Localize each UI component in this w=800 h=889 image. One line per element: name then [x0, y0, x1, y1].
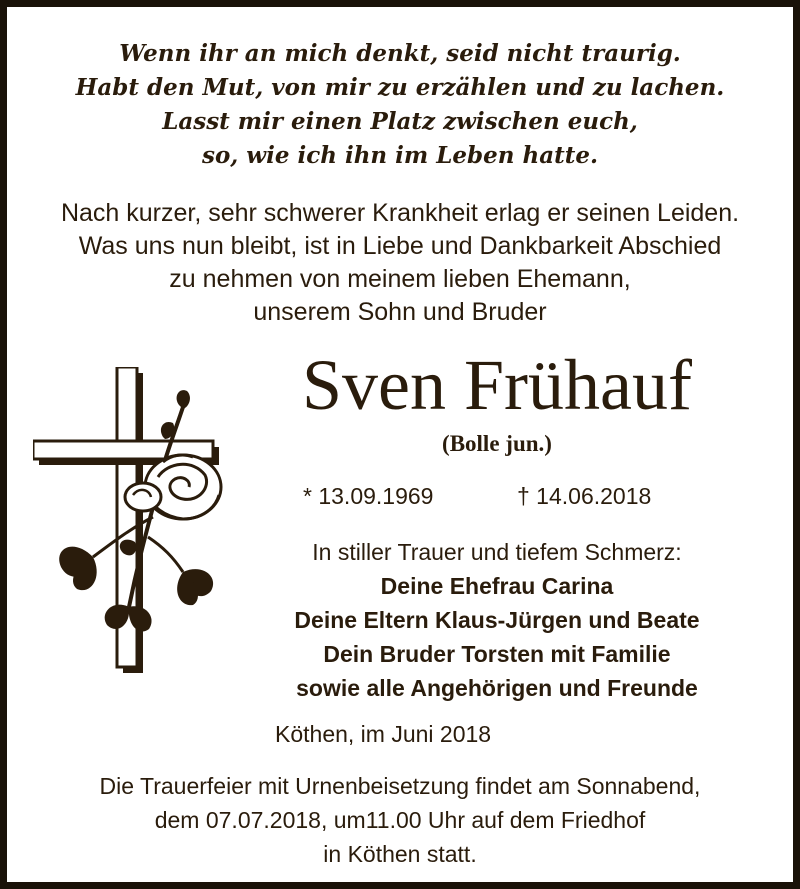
mourner-name: sowie alle Angehörigen und Freunde	[296, 675, 698, 701]
motto-verse	[7, 37, 793, 173]
death-date: † 14.06.2018	[517, 483, 652, 509]
funeral-line: Die Trauerfeier mit Urnenbeisetzung findet am Sonnabend,	[99, 773, 701, 799]
cross-icon	[33, 367, 219, 673]
intro-text	[7, 197, 793, 329]
birth-date: * 13.09.1969	[303, 483, 434, 509]
deceased-name: Sven Frühauf	[302, 345, 692, 425]
mourners-list	[257, 535, 737, 705]
cross-with-rose-icon	[33, 367, 233, 677]
motto-line: Lasst mir einen Platz zwischen euch,	[162, 108, 638, 135]
obituary-card	[7, 7, 793, 882]
funeral-line: dem 07.07.2018, um11.00 Uhr auf dem Friedhof	[154, 807, 646, 833]
intro-line: zu nehmen von meinem lieben Ehemann,	[169, 265, 631, 293]
motto-line: Habt den Mut, von mir zu erzählen und zu lachen.	[75, 74, 725, 101]
deceased-nickname: (Bolle jun.)	[442, 431, 552, 456]
mourner-name: Deine Ehefrau Carina	[380, 573, 614, 599]
mourners-lead: In stiller Trauer und tiefem Schmerz:	[312, 539, 682, 565]
funeral-line: in Köthen statt.	[323, 841, 477, 867]
intro-line: unserem Sohn und Bruder	[253, 298, 547, 326]
mourner-name: Deine Eltern Klaus-Jürgen und Beate	[294, 607, 700, 633]
motto-line: so, wie ich ihn im Leben hatte.	[202, 142, 598, 169]
motto-line: Wenn ihr an mich denkt, seid nicht traurig.	[119, 40, 681, 67]
mourner-name: Dein Bruder Torsten mit Familie	[323, 641, 671, 667]
place-date: Köthen, im Juni 2018	[275, 721, 492, 747]
intro-line: Was uns nun bleibt, ist in Liebe und Dankbarkeit Abschied	[78, 232, 722, 260]
funeral-notice	[7, 769, 793, 871]
intro-line: Nach kurzer, sehr schwerer Krankheit erlag er seinen Leiden.	[60, 199, 740, 227]
